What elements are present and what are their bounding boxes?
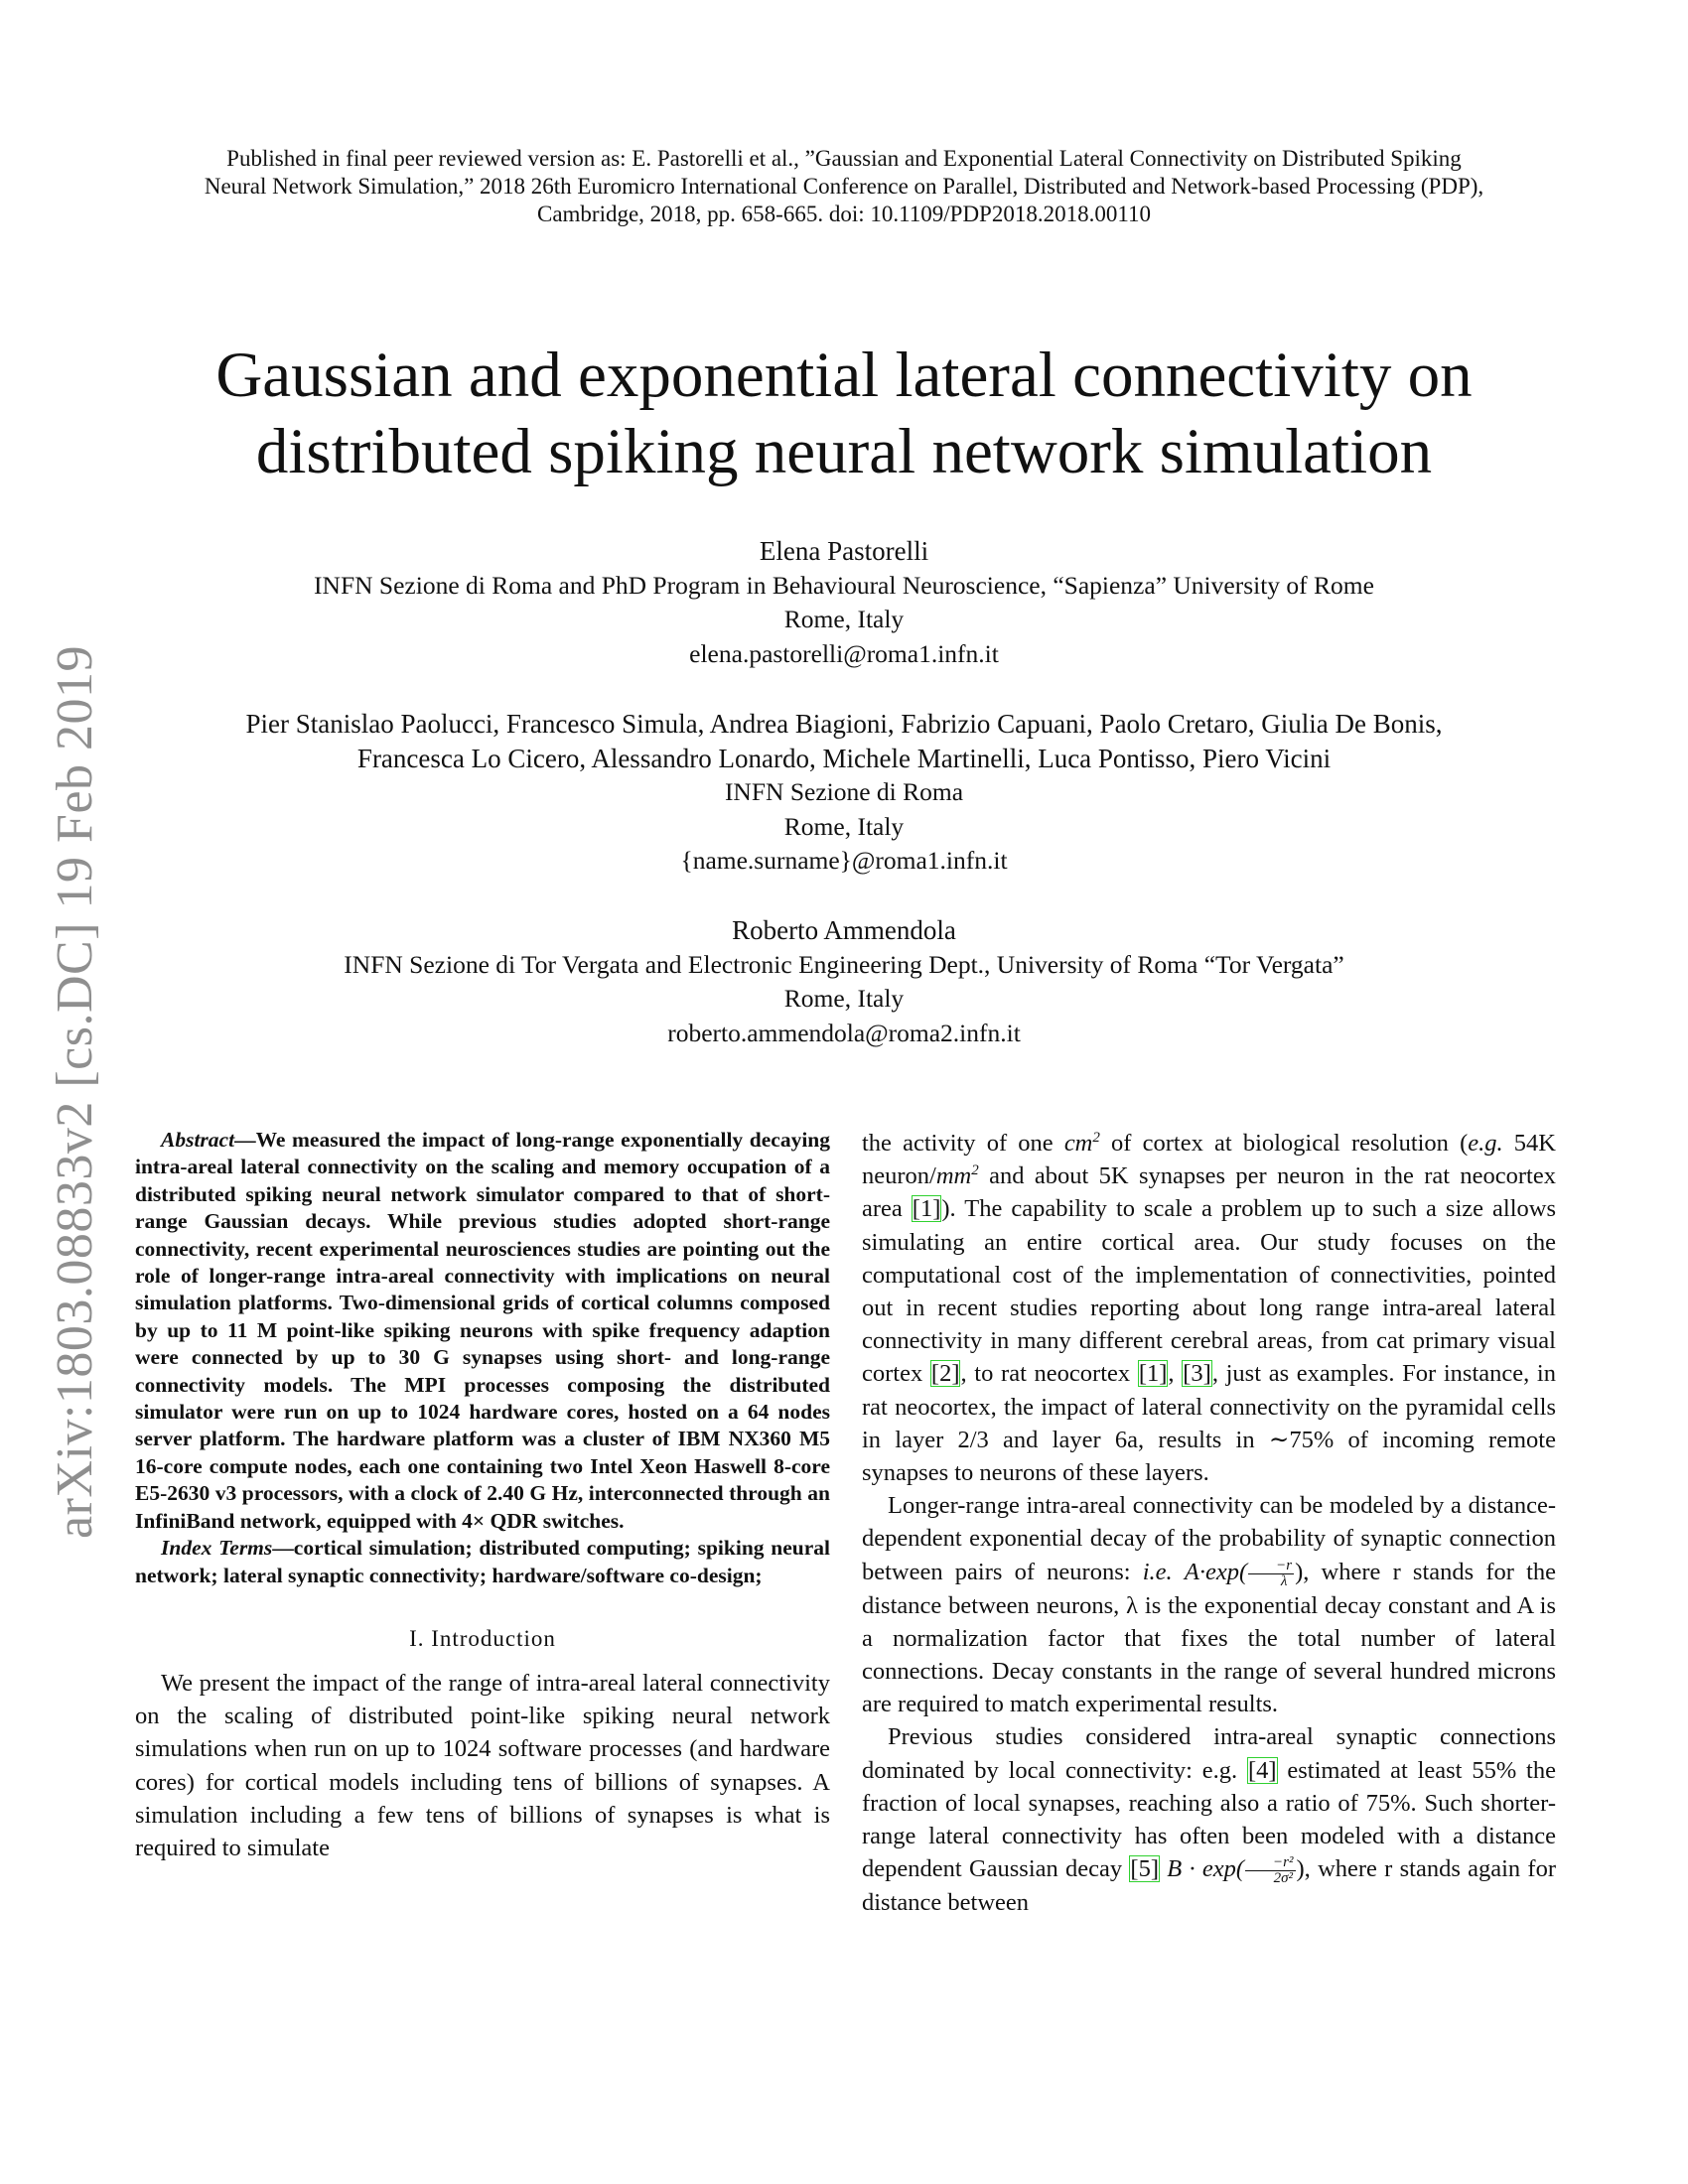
citation-link[interactable]: [5]: [1130, 1855, 1159, 1883]
author-block-3: [99, 913, 1589, 1050]
intro-paragraph: We present the impact of the range of intra-areal lateral connectivity on the scaling of distributed point-like spiking neural network simulations when run on up to 1024 software processes (and hardware cores) for cortical models including tens of billions of synapses. A simulation including a few tens of billions of synapses is what is required to simulate: [135, 1669, 830, 1861]
text-run: Longer-range intra-areal connectivity can be modeled by a distance-dependent exponential decay of the probability of synaptic connection between pairs of neurons:: [862, 1492, 1556, 1585]
right-column: [862, 1127, 1556, 1919]
text-run: i.e.: [1142, 1558, 1173, 1585]
title-line: Gaussian and exponential lateral connectivity on: [215, 340, 1473, 411]
index-terms-lead: Index Terms: [161, 1536, 273, 1561]
author-affiliation: INFN Sezione di Roma: [724, 777, 964, 806]
math-cm: [1064, 1130, 1100, 1157]
text-run: Previous studies considered intra-areal synaptic connections dominated by local connectivity: e.g.: [862, 1723, 1556, 1784]
text-run: ). The capability to scale a problem up to such a size allows simulating an entire cortical area. Our study focuses on the computational cost of the implementation of connectivities, pointed out in recent studies reporting about long range intra-areal lateral connectivity in many different cerebral areas, from cat primary visual cortex: [862, 1195, 1556, 1388]
text-run: the activity of one: [862, 1130, 1064, 1157]
math-expression: A·exp(: [1184, 1558, 1248, 1585]
fraction-denominator: 2σ²: [1273, 1870, 1293, 1887]
index-terms: [135, 1535, 830, 1589]
text-run: and about 5K synapses per neuron in the rat neocortex area: [862, 1162, 1556, 1223]
citation-link[interactable]: [1]: [912, 1195, 941, 1223]
author-name: Roberto Ammendola: [732, 915, 956, 945]
abstract: [135, 1127, 830, 1535]
author-block-1: [99, 534, 1589, 671]
author-email[interactable]: roberto.ammendola@roma2.infn.it: [667, 1018, 1021, 1047]
body-paragraph: [862, 1489, 1556, 1720]
citation-link[interactable]: [2]: [930, 1360, 960, 1388]
author-name: Elena Pastorelli: [759, 536, 929, 566]
text-run: , just as examples. For instance, in rat neocortex, the impact of lateral connectivity on the pyramidal cells in layer 2/3 and layer 6a, results in ∼75% of incoming remote synapses to neurons of these layers.: [862, 1360, 1556, 1487]
index-terms-text: —cortical simulation; distributed computing; spiking neural network; lateral synaptic connectivity; hardware/software co-design;: [135, 1536, 830, 1587]
author-city: Rome, Italy: [783, 984, 905, 1013]
abstract-lead: Abstract: [161, 1128, 235, 1152]
publication-note-line: Neural Network Simulation,” 2018 26th Euromicro International Conference on Parallel, Distributed and Network-based Processing (PDP),: [204, 174, 1484, 199]
author-city: Rome, Italy: [783, 605, 905, 633]
fraction-numerator: −r²: [1245, 1855, 1295, 1871]
superscript: 2: [971, 1162, 979, 1179]
math-mm: [936, 1162, 979, 1189]
citation-link[interactable]: [4]: [1247, 1756, 1277, 1784]
math-fraction: [1248, 1559, 1294, 1589]
math-expression: B · exp(: [1167, 1855, 1245, 1883]
body-paragraph: [862, 1720, 1556, 1919]
fraction-numerator: −r: [1248, 1559, 1294, 1574]
author-affiliation: INFN Sezione di Roma and PhD Program in Behavioural Neuroscience, “Sapienza” University of Rome: [314, 570, 1374, 600]
author-email[interactable]: elena.pastorelli@roma1.infn.it: [689, 638, 999, 668]
text-run: mm: [935, 1162, 972, 1190]
paper-title: [99, 338, 1589, 490]
text-run: ), where r stands for the distance between neurons, λ is the exponential decay constant and A is a normalization factor that fixes the total number of lateral connections. Decay constants in the range of several hundred microns are required to match experimental results.: [862, 1558, 1557, 1718]
text-run: e.g.: [1468, 1130, 1503, 1157]
author-names: Pier Stanislao Paolucci, Francesco Simula, Andrea Biagioni, Fabrizio Capuani, Paolo Cretaro, Giulia De Bonis,: [245, 709, 1443, 739]
left-column: [135, 1127, 830, 1864]
superscript: 2: [1092, 1129, 1100, 1146]
text-run: cm: [1063, 1130, 1093, 1157]
fraction-denominator: λ: [1280, 1572, 1288, 1589]
publication-note-line: Published in final peer reviewed version as: E. Pastorelli et al., ”Gaussian and Exponential Lateral Connectivity on Distributed Spiking: [226, 146, 1462, 171]
text-run: 54K neuron/: [862, 1130, 1556, 1190]
citation-link[interactable]: [3]: [1183, 1360, 1211, 1388]
author-affiliation: INFN Sezione di Tor Vergata and Electronic Engineering Dept., University of Roma “Tor Vergata”: [344, 949, 1344, 979]
author-names: Francesca Lo Cicero, Alessandro Lonardo, Michele Martinelli, Luca Pontisso, Piero Vicini: [356, 743, 1332, 773]
text-run: of cortex at biological resolution (: [1099, 1130, 1469, 1157]
text-run: ,: [1168, 1360, 1183, 1388]
author-city: Rome, Italy: [783, 811, 905, 841]
publication-note: [99, 145, 1589, 228]
author-block-2: [99, 707, 1589, 879]
citation-link[interactable]: [1]: [1138, 1360, 1168, 1388]
math-fraction: [1245, 1855, 1295, 1886]
arxiv-stamp: arXiv:1803.08833v2 [cs.DC] 19 Feb 2019: [47, 644, 103, 1539]
text-run: , to rat neocortex: [960, 1360, 1138, 1388]
author-email[interactable]: {name.surname}@roma1.infn.it: [680, 846, 1008, 875]
publication-note-line: Cambridge, 2018, pp. 658-665. doi: 10.1109/PDP2018.2018.00110: [536, 202, 1151, 226]
section-heading-introduction: I. Introduction: [409, 1625, 556, 1651]
text-run: ), where r stands again for distance between: [862, 1855, 1557, 1917]
body-paragraph: [862, 1127, 1556, 1489]
text-run: estimated at least 55% the fraction of local synapses, reaching also a ratio of 75%. Such shorter-range lateral connectivity has often been modeled with a distance dependent Gaussian decay: [862, 1756, 1556, 1883]
title-line: distributed spiking neural network simulation: [255, 416, 1433, 487]
abstract-text: —We measured the impact of long-range exponentially decaying intra-areal lateral connectivity on the scaling and memory occupation of a distributed spiking neural network simulator compared to that of short-range Gaussian decays. While previous studies adopted short-range connectivity, recent experimental neurosciences studies are pointing out the role of longer-range intra-areal connectivity with implications on neural simulation platforms. Two-dimensional grids of cortical columns composed by up to 11 M point-like spiking neurons with spike frequency adaption were connected by up to 30 G synapses using short- and long-range connectivity models. The MPI processes composing the distributed simulator were run on up to 1024 hardware cores, hosted on a 64 nodes server platform. The hardware platform was a cluster of IBM NX360 M5 16-core compute nodes, each one containing two Intel Xeon Haswell 8-core E5-2630 v3 processors, with a clock of 2.40 G Hz, interconnected through an InfiniBand network, equipped with 4× QDR switches.: [135, 1128, 830, 1533]
